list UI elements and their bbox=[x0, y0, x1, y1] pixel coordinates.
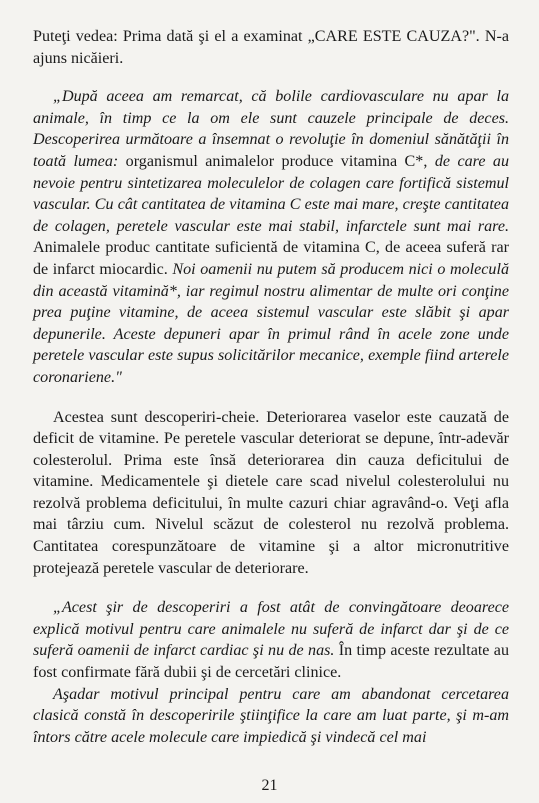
page-number: 21 bbox=[261, 777, 278, 794]
quote3-text: Aşadar motivul principal pentru care am abandonat cercetarea clasică constă în descoperirile ştiinţifice la care am luat parte, şi m-am întors către acele molecule care impiedică şi vindecă cel mai bbox=[33, 685, 509, 746]
quote1-part4: Animalele produc cantitate suficientă de vitamina C, de aceea suferă rar de infarct miocardic. bbox=[33, 239, 509, 278]
quote1-part2: organismul animalelor produce vitamina C*, bbox=[118, 152, 435, 170]
quote2-part2: În timp aceste rezultate au fost confirmate fără dubii şi de cercetări clinice. bbox=[33, 642, 509, 682]
quote-paragraph-2 bbox=[33, 597, 509, 683]
quote2-part1: „Acest şir de descoperiri a fost atât de convingătoare deoarece explică motivul pentru care animalele nu suferă de infarct dar şi de ce suferă oamenii de infarct cardiac şi nu de nas. bbox=[33, 599, 509, 660]
body-paragraph-2: Acestea sunt descoperiri-cheie. Deteriorarea vaselor este cauzată de deficit de vitamine. Pe peretele vascular deteriorat se depune, într-adevăr colesterolul. Prima este însă deteriorarea din cauza deficitului de vitamine. Medicamentele şi dietele care scad nivelul colesterolului nu rezolvă problema deficitului, în multe cazuri chiar agravând-o. Veţi afla mai târziu cum. Nivelul scăzut de colesterol nu rezolvă problema. Cantitatea corespunzătoare de vitamine şi a altor micronutritive protejează peretele vascular de deteriorare. bbox=[33, 408, 509, 577]
quote1-part1: „După aceea am remarcat, că bolile cardiovasculare nu apar la animale, în timp ce la om ele sunt cauzele principale de deces. Descoperirea următoare a însemnat o revoluţie în domeniul sănătăţii în toată lumea: bbox=[33, 88, 509, 170]
intro-paragraph: Puteţi vedea: Prima dată şi el a examinat „CARE ESTE CAUZA?". N-a ajuns nicăieri. bbox=[33, 28, 509, 67]
quote1-part5: Noi oamenii nu putem să producem nici o moleculă din această vitamină*, iar regimul nostru alimentar de multe ori conţine prea puţine vitamine, de aceea sistemul vascular este slăbit şi apar depunerile. Aceste depuneri apar în primul rând în acele zone unde peretele vascular este supus solicitărilor mecanice, exemple fiind arterele coronariene." bbox=[33, 260, 509, 386]
quote-paragraph-1 bbox=[33, 86, 509, 388]
quote1-part3: de care au nevoie pentru sintetizarea moleculelor de colagen care fortifică sistemul vascular. Cu cât cantitatea de vitamina C este mai mare, creşte cantitatea de colagen, peretele vascular este mai stabil, infarctele sunt mai rare. bbox=[33, 152, 510, 235]
quote-paragraph-3 bbox=[33, 684, 509, 749]
